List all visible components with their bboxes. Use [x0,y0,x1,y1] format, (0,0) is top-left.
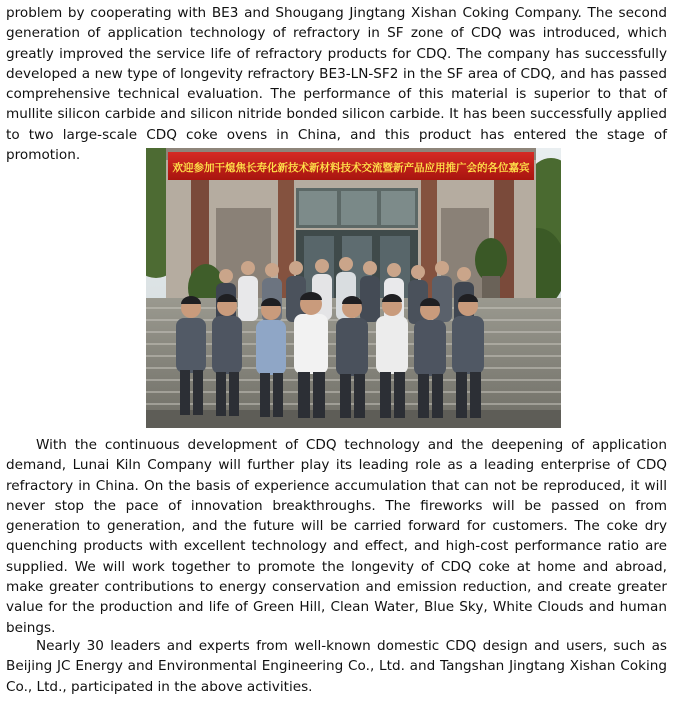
paragraph-1: problem by cooperating with BE3 and Shougang Jingtang Xishan Coking Company. The second generation of application technology of refractory in SF zone of CDQ was introduced, which greatly improved the service life of refractory products for CDQ. The company has successfully developed a new type of longevity refractory BE3-LN-SF2 in the SF area of CDQ, and has passed comprehensive technical evaluation. The performance of this material is superior to that of mullite silicon carbide and silicon nitride bonded silicon carbide. It has been successfully applied to two large-scale CDQ coke ovens in China, and this product has entered the stage of promotion. [6,5,667,164]
paragraph-3: Nearly 30 leaders and experts from well-known domestic CDQ design and users, such as Beijing JC Energy and Environmental Engineering Co., Ltd. and Tangshan Jingtang Xishan Coking Co., Ltd., participated in the above activities. [6,638,667,695]
paragraph-2: With the continuous development of CDQ technology and the deepening of application demand, Lunai Kiln Company will further play its leading role as a leading enterprise of CDQ refractory in China. On the basis of experience accumulation that can not be reproduced, it will never stop the pace of innovation breakthroughs. The fireworks will be passed on from generation to generation, and the future will be carried forward for customers. The coke dry quenching products with excellent technology and effect, and high-cost performance ratio are supplied. We will work together to promote the longevity of CDQ coke at home and abroad, make greater contributions to energy conservation and emission reduction, and create greater value for the production and life of Green Hill, Clean Water, Blue Sky, White Clouds and human beings. [6,437,667,636]
group-photo [146,148,561,428]
group-photo-illustration [146,148,561,428]
banner-text: 欢迎参加干熄焦长寿化新技术新材料技术交流暨新产品应用推广会的各位嘉宾 [172,162,530,174]
